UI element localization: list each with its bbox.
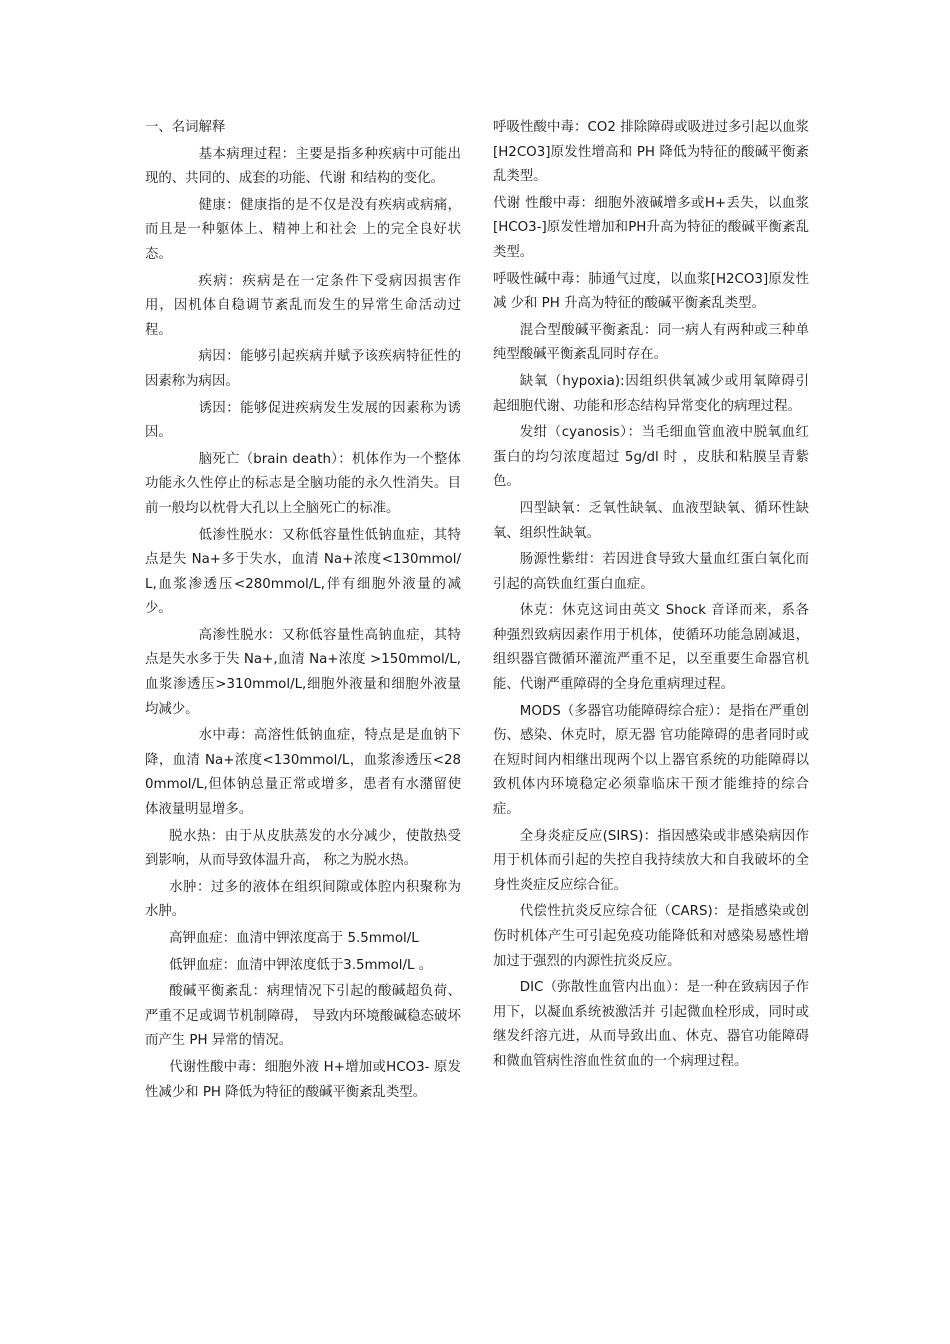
term-etiology: 病因：能够引起疾病并赋予该疾病特征性的因素称为病因。 [145, 349, 461, 389]
term-respiratory-acidosis: 呼吸性酸中毒：CO2 排除障碍或吸进过多引起以血浆[H2CO3]原发性增高和 PH 降低为特征的酸碱平衡紊乱类型。 [493, 120, 809, 185]
term-dehydration-fever: 脱水热：由于从皮肤蒸发的水分减少，使散热受到影响，从而导致体温升高， 称之为脱水热。 [145, 828, 461, 869]
term-cars: 代偿性抗炎反应综合征（CARS)：是指感染或创伤时机体产生可引起免疫功能降低和对感染易感性增加过于强烈的内源性抗炎反应。 [493, 904, 809, 969]
term-mixed-acid-base-disturbance: 混合型酸碱平衡紊乱：同一病人有两种或三种单纯型酸碱平衡紊乱同时存在。 [493, 322, 809, 363]
term-health: 健康：健康指的是不仅是没有疾病或病痛，而且是一种躯体上、精神上和社会 上的完全良好状态。 [145, 197, 461, 262]
term-sirs: 全身炎症反应(SIRS)：指因感染或非感染病因作用于机体而引起的失控自我持续放大和自我破坏的全身性炎症反应综合征。 [493, 828, 809, 893]
term-brain-death: 脑死亡（brain death）：机体作为一个整体功能永久性停止的标志是全脑功能的永久性消失。目前一般均以枕骨大孔以上全脑死亡的标准。 [145, 451, 461, 516]
term-enterogenous-cyanosis: 肠源性紫绀：若因进食导致大量血红蛋白氧化而引起的高铁血红蛋白血症。 [493, 552, 809, 592]
term-hyperkalemia: 高钾血症：血清中钾浓度高于 5.5mmol/L [169, 931, 419, 946]
term-hypokalemia: 低钾血症：血清中钾浓度低于3.5mmol/L 。 [169, 957, 433, 973]
term-water-intoxication: 水中毒：高溶性低钠血症，特点是是血钠下降，血清 Na+浓度<130mmol/L，血浆渗透压<280mmol/L,但体钠总量正常或增多，患者有水潴留使体液量明显增多。 [145, 728, 461, 818]
term-metabolic-acidosis: 代谢性酸中毒：细胞外液 H+增加或HCO3- 原发性减少和 PH 降低为特征的酸碱平衡紊乱类型。 [145, 1059, 461, 1100]
term-hypotonic-dehydration: 低渗性脱水：又称低容量性低钠血症，其特点是失 Na+多于失水，血清 Na+浓度<130mmol/L,血浆渗透压<280mmol/L,伴有细胞外液量的减少。 [145, 527, 461, 617]
term-disease: 疾病：疾病是在一定条件下受病因损害作用，因机体自稳调节紊乱而发生的异常生命活动过程。 [145, 273, 461, 338]
term-four-types-hypoxia: 四型缺氧：乏氧性缺氧、血液型缺氧、循环性缺氧、组织性缺氧。 [493, 500, 809, 541]
term-hypertonic-dehydration: 高渗性脱水：又称低容量性高钠血症，其特点是失水多于失 Na+,血清 Na+浓度 >150mmol/L,血浆渗透压>310mmol/L,细胞外液量和细胞外液量均减少。 [145, 627, 461, 717]
section-heading: 一、名词解释 [145, 120, 226, 135]
term-basic-pathological-process: 基本病理过程：主要是指多种疾病中可能出现的、共同的、成套的功能、代谢 和结构的变化。 [145, 146, 461, 187]
term-cyanosis: 发绀（cyanosis）：当毛细血管血液中脱氧血红蛋白的均匀浓度超过 5g/dl 时 ，皮肤和粘膜呈青紫色。 [493, 425, 809, 490]
term-shock: 休克：休克这词由英文 Shock 音译而来，系各种强烈致病因素作用于机体，使循环功能急剧减退，组织器官微循环灌流严重不足，以至重要生命器官机能、代谢严重障碍的全身危重病理过程。 [493, 603, 809, 693]
term-metabolic-alkalosis: 代谢 性酸中毒：细胞外液碱增多或H+丢失，以血浆[HCO3-]原发性增加和PH升高为特征的酸碱平衡紊乱类型。 [493, 195, 809, 260]
term-respiratory-alkalosis: 呼吸性碱中毒：肺通气过度，以血浆[H2CO3]原发性减 少和 PH 升高为特征的酸碱平衡紊乱类型。 [493, 271, 809, 312]
term-hypoxia: 缺氧（hypoxia):因组织供氧减少或用氧障碍引起细胞代谢、功能和形态结构异常变化的病理过程。 [493, 373, 809, 414]
term-dic: DIC（弥散性血管内出血）：是一种在致病因子作用下，以凝血系统被激活并 引起微血栓形成，同时或继发纤溶亢进，从而导致出血、休克、器官功能障碍和微血管病性溶血性贫血的一个病理过程。 [493, 980, 809, 1069]
term-precipitating-factor: 诱因：能够促进疾病发生发展的因素称为诱因。 [145, 400, 461, 441]
term-mods: MODS（多器官功能障碍综合症）：是指在严重创伤、感染、休克时，原无器 官功能障碍的患者同时或在短时间内相继出现两个以上器官系统的功能障碍以致机体内环境稳定必须靠临床干预才能维持的综合症。 [493, 703, 809, 818]
term-acid-base-disturbance: 酸碱平衡紊乱：病理情况下引起的酸碱超负荷、严重不足或调节机制障碍， 导致内环境酸碱稳态破坏而产生 PH 异常的情况。 [145, 984, 461, 1049]
term-edema: 水肿：过多的液体在组织间隙或体腔内积聚称为水肿。 [145, 879, 461, 920]
left-column [145, 116, 461, 1105]
right-column [493, 116, 809, 1075]
